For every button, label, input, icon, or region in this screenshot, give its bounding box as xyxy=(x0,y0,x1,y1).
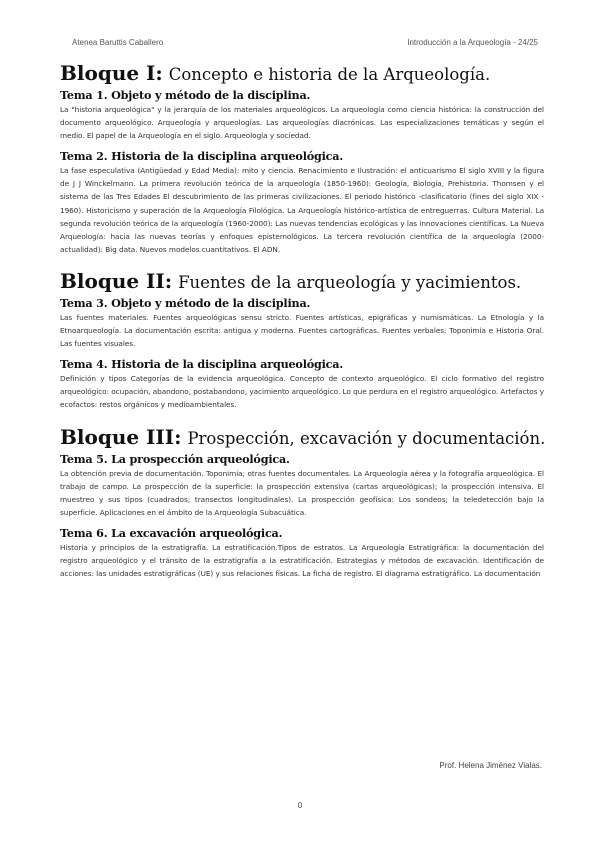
header-author: Atenea Baruttis Caballero xyxy=(72,38,164,47)
tema-5-text: La obtención previa de documentación. Toponimia; otras fuentes documentales. La Arqueología aérea y la fotografía arqueológica. El trabajo de campo. La prospección de la superficie: la prospección extensiva (cartas arqueológicas); la prospección intensiva. El muestreo y sus tipos (cuadrados; transectos longitudinales). La prospección geofísica: Los sondeos; la teledetección bajo la superficie. Aplicaciones en el ámbito de la Arqueología Subacuática. xyxy=(60,468,544,517)
tema-5-title: Tema 5. La prospección arqueológica. xyxy=(60,451,290,466)
bloque-1-heading: Bloque I: Concepto e historia de la Arqueología. xyxy=(60,61,491,85)
tema-1-title: Tema 1. Objeto y método de la disciplina. xyxy=(60,88,311,102)
tema-2-title: Tema 2. Historia de la disciplina arqueológica. xyxy=(60,149,344,164)
page-number: 0 xyxy=(297,801,303,810)
tema-3-text: Las fuentes materiales. Fuentes arqueológicas sensu stricto. Fuentes artísticas, epigráficas y numismáticas. La Etnología y la Etnoarqueología. La documentación escrita: antigua y moderna. Fuentes cartográficas. Fuentes verbales: Toponimia e Historia Oral. Las fuentes visuales. xyxy=(60,312,544,349)
tema-6-text: Historia y principios de la estratigrafía. La estratificación.Tipos de estratos. La Arqueología Estratigráfica: la documentación del registro arqueológico y el tránsito de la estratigrafía a la estratificación. Estrategias y métodos de excavación. Identificación de acciones: las unidades estratigráficas (UE) y sus relaciones físicas. La ficha de registro. El diagrama estratigráfico. La documentación xyxy=(60,542,544,579)
bloque-2-heading: Bloque II: Fuentes de la arqueología y yacimientos. xyxy=(60,268,522,293)
syllabus-content xyxy=(60,60,544,580)
professor-signature: Prof. Helena Jiménez Vialas. xyxy=(439,761,542,770)
header-course: Introducción a la Arqueología - 24/25 xyxy=(407,38,538,47)
tema-3-title: Tema 3. Objeto y método de la disciplina. xyxy=(60,295,311,310)
bloque-3-heading: Bloque III: Prospección, excavación y documentación. xyxy=(60,424,546,449)
tema-4-title: Tema 4. Historia de la disciplina arqueológica. xyxy=(60,357,344,372)
tema-4-text: Definición y tipos Categorías de la evidencia arqueológica. Concepto de contexto arqueológico. El ciclo formativo del registro arqueológico: ocupación, abandono, postabandono, yacimiento arqueológico. Lo que perdura en el registro arqueológico. Artefactos y ecofactos: restos orgánicos y medioambientales. xyxy=(60,374,544,410)
tema-6-title: Tema 6. La excavación arqueológica. xyxy=(60,525,283,540)
tema-2-text: La fase especulativa (Antigüedad y Edad Media): mito y ciencia. Renacimiento e Ilustración: el anticuarismo El siglo XVIII y la figura de J J Winckelmann. La primera revolución teórica de la arqueología (1850-1960): Geología, Biología, Prehistoria. Thomsen y el sistema de las Tres Edades El descubrimiento de las primeras civilizaciones. El periodo histórico -clasificatorio (fines del siglo XIX - 1960). Historicismo y superación de la Arqueología Filológica. La Arqueología histórico-artística de entreguerras. Cultura Material. La segunda revolución teórica de la arqueología (1960-2000): Las nuevas tendencias ecológicas y las innovaciones científicas. La Nueva Arqueología: hacia las nuevas teorías y enfoques epistemológicos. La tercera revolución científica de la arqueología (2000- actualidad): Big data. Nuevos modelos cuantitativos. El ADN. xyxy=(60,166,544,254)
tema-1-text: La "historia arqueológica" y la jerarquía de los materiales arqueológicos. La arqueología como ciencia histórica: la construcción del documento arqueológico. Arqueología y arqueologías. Las arqueologías diacrónicas. Las especializaciones temáticas y según el medio. El papel de la Arqueología en el siglo. Arqueología y sociedad. xyxy=(60,105,544,141)
